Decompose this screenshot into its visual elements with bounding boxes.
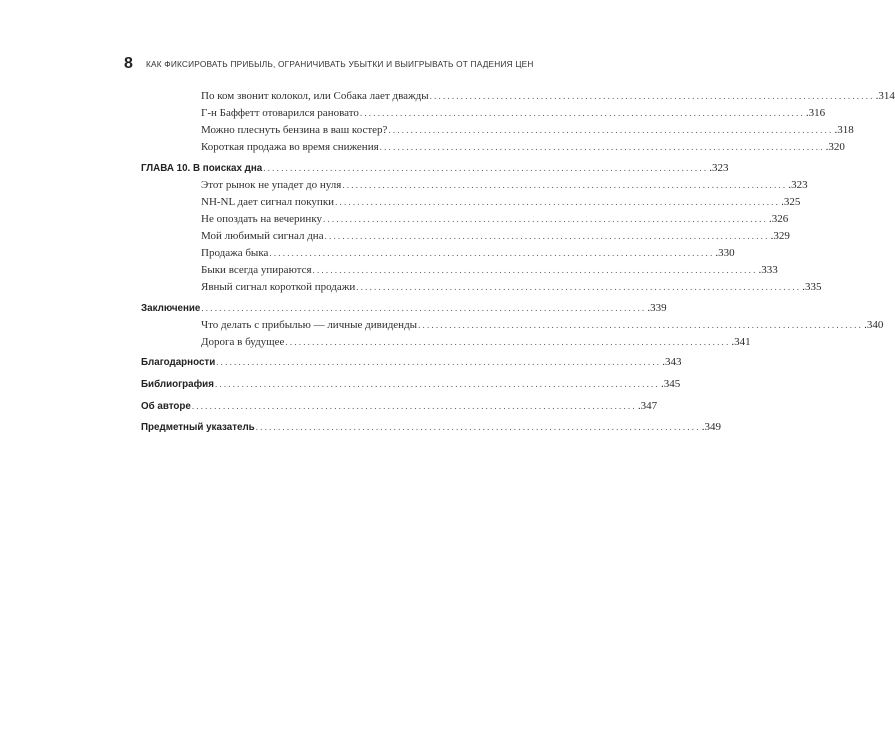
toc-entry[interactable] [201,179,808,195]
leader-dots: .................................................................................................... [201,303,647,313]
toc-entry[interactable] [201,319,884,335]
toc-entry-title: Не опоздать на вечеринку [201,213,323,225]
toc-section-title: Об авторе [141,401,191,412]
leader-dots: .................................................................................................... [285,337,731,347]
toc-entry-title: Дорога в будущее [201,336,285,348]
toc-entry-title: Мой любимый сигнал дна [201,230,324,242]
leader-dots: .................................................................................................... [379,142,825,152]
toc-chapter-title: ГЛАВА 10. В поисках дна [141,163,263,174]
toc-entry-page: .320 [825,141,845,153]
toc-entry-title: По ком звонит колокол, или Собака лает дважды [201,90,429,102]
toc-section-page: .345 [660,378,681,390]
leader-dots: .................................................................................................... [263,163,709,173]
toc-entry-title: Можно плеснуть бензина в ваш костер? [201,124,388,136]
toc-entry-page: .326 [769,213,789,225]
toc-entry-page: .333 [758,264,778,276]
toc-about-author[interactable] [141,400,658,416]
leader-dots: .................................................................................................... [342,180,788,190]
toc-entry[interactable] [201,213,789,229]
toc-section-title: Библиография [141,379,214,390]
toc-entry-page: .318 [834,124,854,136]
toc-entry-page: .340 [864,319,884,331]
toc-entry[interactable] [201,264,778,280]
toc-chapter-page: .323 [709,162,729,174]
leader-dots: .................................................................................................... [269,248,715,258]
toc-section-page: .347 [637,400,658,412]
toc-entry-page: .325 [781,196,801,208]
leader-dots: .................................................................................................... [388,125,834,135]
toc-entry-title: Г-н Баффетт отоварился рановато [201,107,359,119]
page-number: 8 [124,55,133,72]
toc-entry-title: Короткая продажа во время снижения [201,141,379,153]
leader-dots: .................................................................................................... [312,265,758,275]
leader-dots: .................................................................................................... [255,422,701,432]
toc-section-title: Предметный указатель [141,422,255,433]
toc-section-page: .343 [662,356,682,368]
toc-entry-page: .341 [731,336,751,348]
toc-entry-page: .335 [802,281,822,293]
leader-dots: .................................................................................................... [356,282,802,292]
leader-dots: .................................................................................................... [335,197,781,207]
toc-entry[interactable] [201,124,854,140]
running-title: КАК ФИКСИРОВАТЬ ПРИБЫЛЬ, ОГРАНИЧИВАТЬ УБЫТКИ И ВЫИГРЫВАТЬ ОТ ПАДЕНИЯ ЦЕН [146,59,534,69]
leader-dots: .................................................................................................... [323,214,769,224]
toc-section-page: .349 [701,421,721,433]
toc-section-page: .339 [647,302,667,314]
toc-entry-title: Этот рынок не упадет до нуля [201,179,342,191]
leader-dots: .................................................................................................... [324,231,770,241]
toc-entry[interactable] [201,196,801,212]
toc-entry-title: Что делать с прибылью — личные дивиденды [201,319,418,331]
toc-conclusion[interactable] [141,302,667,318]
toc-entry-title: Продажа быка [201,247,269,259]
toc-entry-page: .323 [788,179,808,191]
toc-bibliography[interactable] [141,378,681,394]
leader-dots: .................................................................................................... [359,108,805,118]
toc-entry-title: Быки всегда упираются [201,264,312,276]
toc-entry-page: .329 [770,230,790,242]
toc-entry-title: NH-NL дает сигнал покупки [201,196,335,208]
toc-entry[interactable] [201,141,845,157]
leader-dots: .................................................................................................... [191,401,637,411]
leader-dots: .................................................................................................... [214,379,660,389]
toc-entry-page: .330 [715,247,735,259]
toc-acknowledgements[interactable] [141,356,682,372]
toc-subject-index[interactable] [141,421,721,437]
toc-entry[interactable] [201,107,826,123]
leader-dots: .................................................................................................... [216,357,662,367]
toc-entry[interactable] [201,336,751,352]
leader-dots: .................................................................................................... [418,320,864,330]
toc-entry[interactable] [201,247,735,263]
toc-section-title: Благодарности [141,357,216,368]
toc-section-title: Заключение [141,303,201,314]
toc-entry-page: .314 [875,90,895,102]
toc-entry[interactable] [201,90,895,106]
toc-entry-title: Явный сигнал короткой продажи [201,281,356,293]
toc-entry-page: .316 [805,107,826,119]
leader-dots: .................................................................................................... [429,91,875,101]
toc-chapter-10[interactable] [141,162,729,178]
toc-entry[interactable] [201,281,822,297]
toc-entry[interactable] [201,230,790,246]
